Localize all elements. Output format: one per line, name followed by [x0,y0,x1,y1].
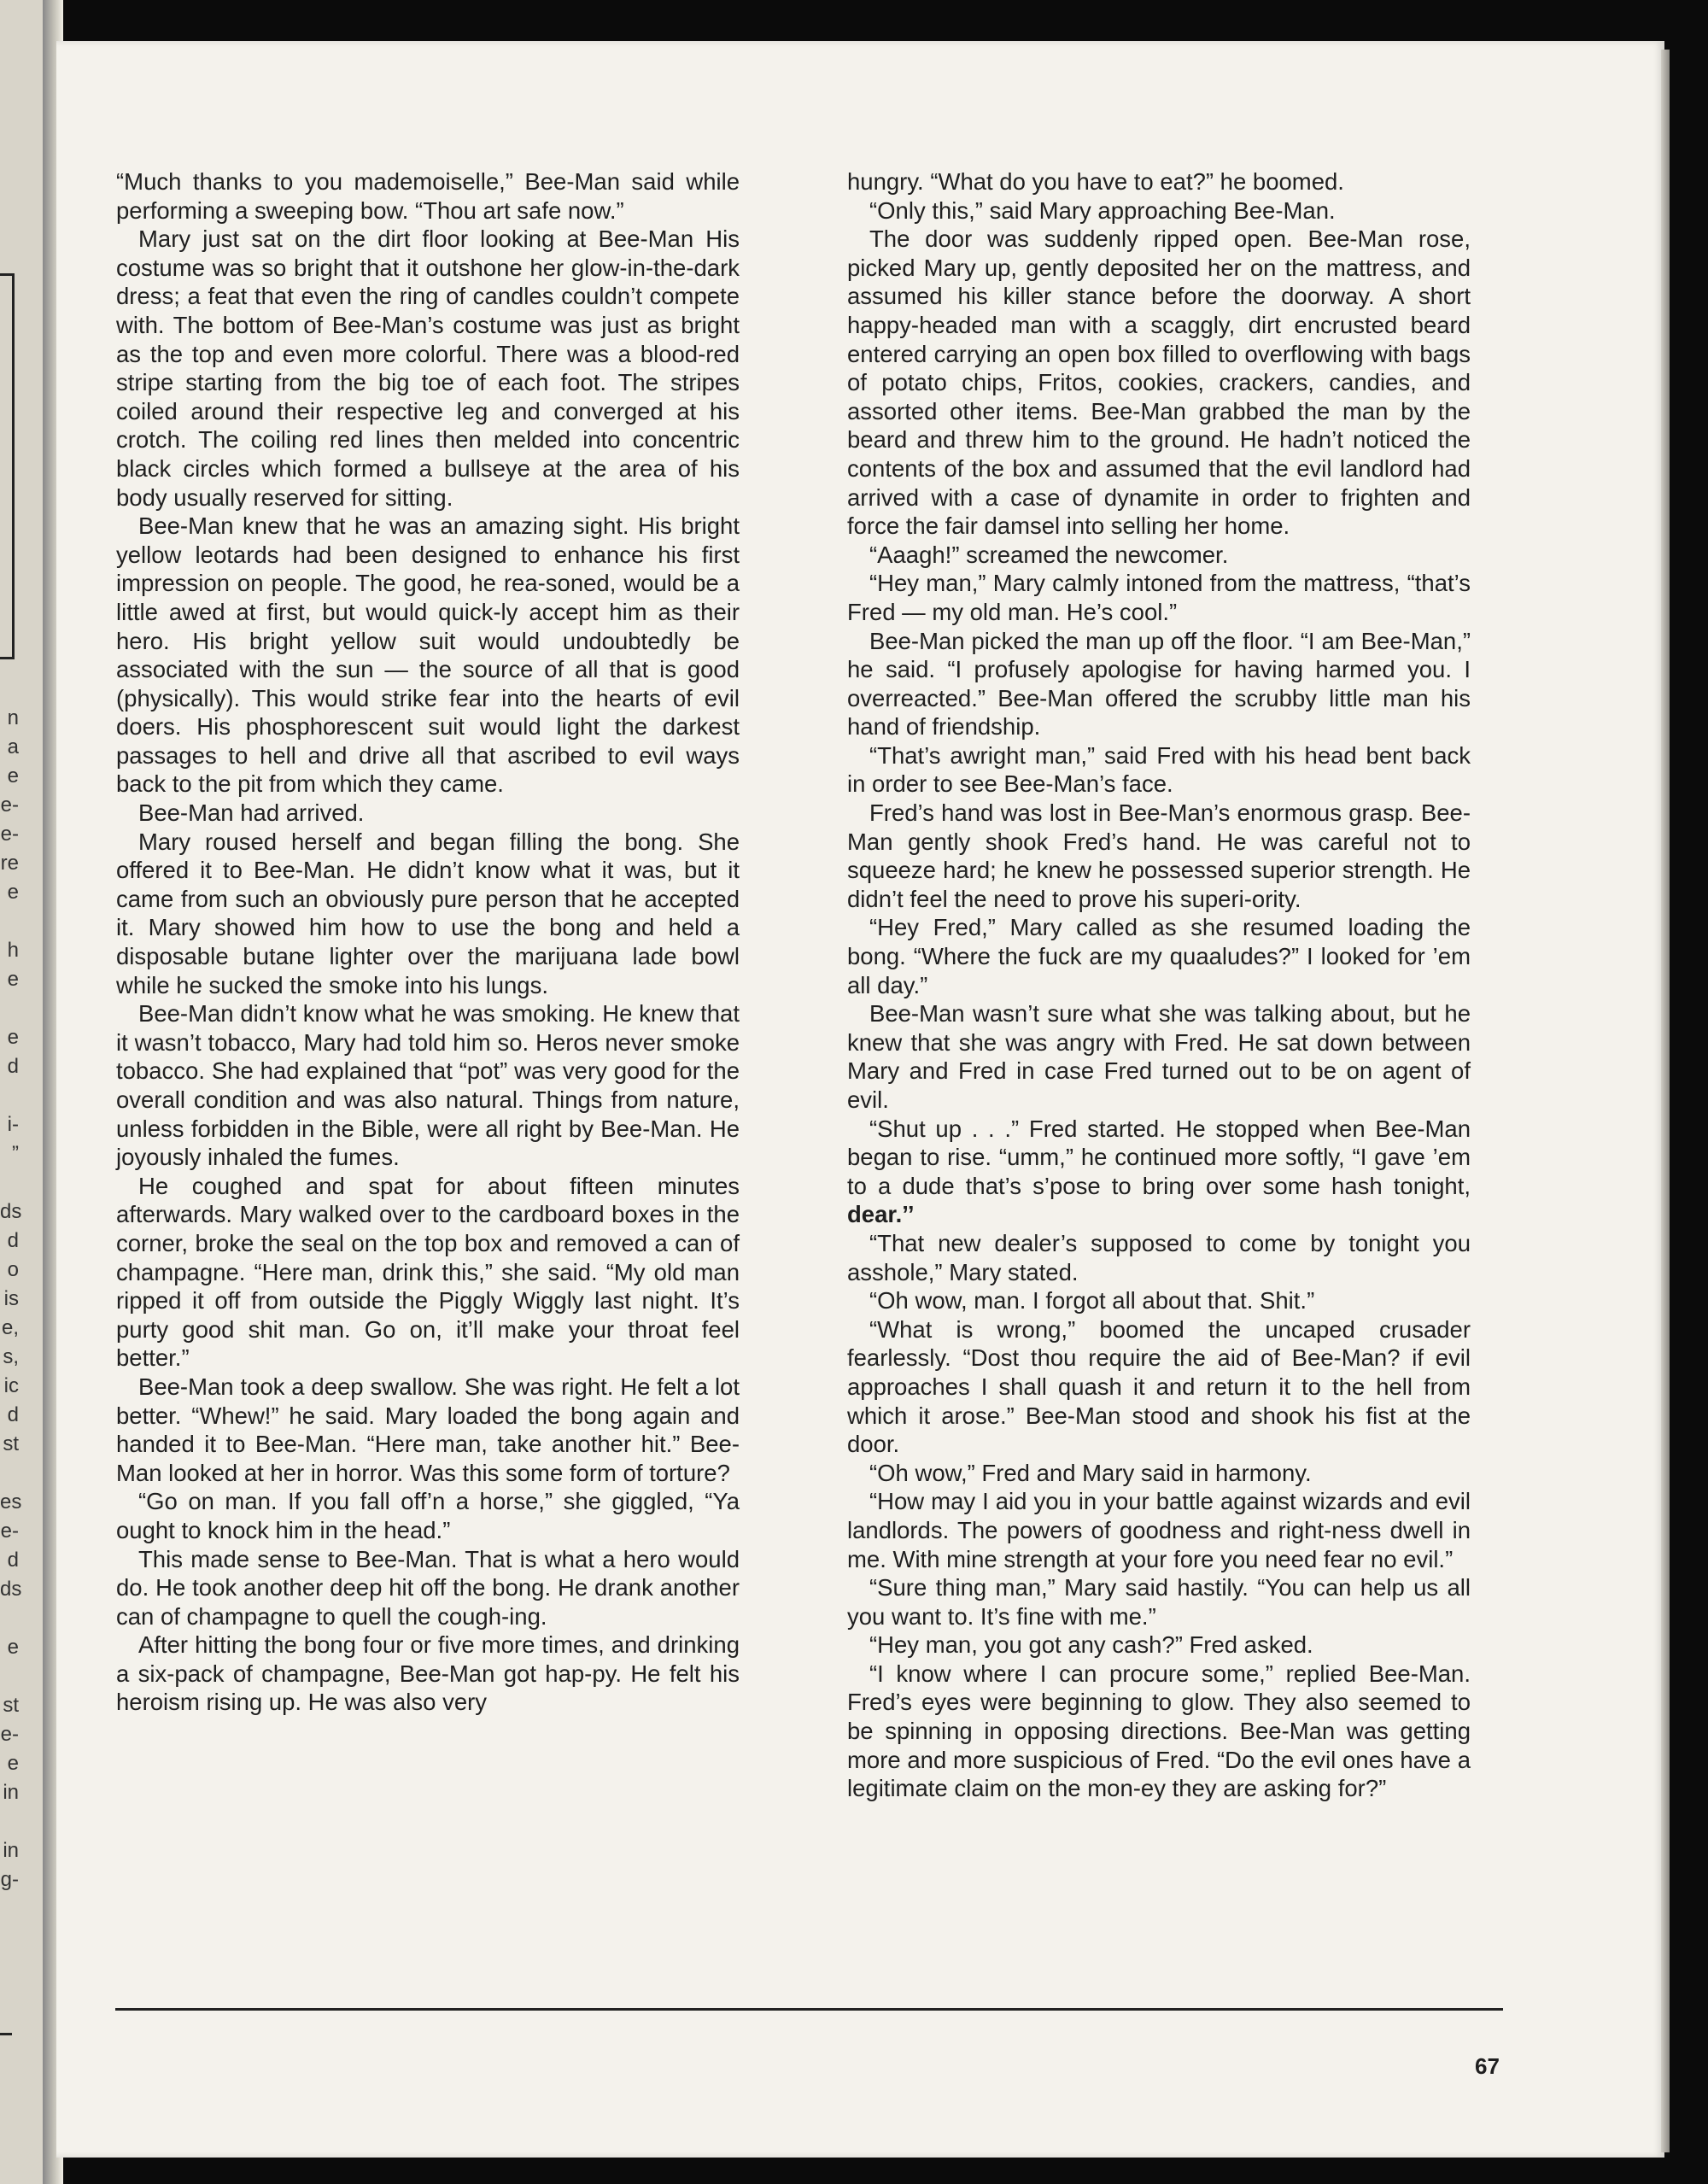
margin-fragment: e [7,881,19,904]
paragraph: “What is wrong,” boomed the uncaped crusader fearlessly. “Dost thou require the aid of Bee-Man? if evil approaches I shall quash it and return it to the hell from which it arose.” Bee-Man stood and shook his fist at the door. [847,1315,1471,1458]
margin-fragment: ds [0,1200,22,1223]
paragraph: Fred’s hand was lost in Bee-Man’s enormous grasp. Bee-Man gently shook Fred’s hand. He was careful not to squeeze hard; he knew he possessed superior strength. He didn’t feel the need to prove his superi-ority. [847,799,1471,912]
paragraph: “Only this,” said Mary approaching Bee-Man. [869,196,1336,224]
text-column-right [847,167,1471,1803]
paragraph: Bee-Man didn’t know what he was smoking. He knew that it wasn’t tobacco, Mary had told him so. Heros never smoke tobacco. She had explained that “pot” was very good for the overall condition and was also natural. Things from nature, unless forbidden in the Bible, were all right by Bee-Man. He joyously inhaled the fumes. [116,1000,740,1171]
facing-page-rule [0,2033,12,2035]
margin-fragment: s, [3,1345,19,1368]
page-edge-shadow [1661,50,1670,2152]
paragraph [847,1115,1471,1229]
margin-fragment: e [7,1636,19,1659]
margin-fragment: ” [12,1142,19,1165]
text-column-left [116,167,740,1717]
paragraph: “Sure thing man,” Mary said hastily. “You can help us all you want to. It’s fine with me.” [847,1574,1471,1630]
paragraph: Bee-Man knew that he was an amazing sight. His bright yellow leotards had been designed to enhance his first impression on people. The good, he rea-soned, would be a little awed at first, but would quick-ly accept him as their hero. His bright yellow suit would undoubtedly be associated with the sun — the source of all that is good (physically). This would strike fear into the hearts of evil doers. His phosphorescent suit would light the darkest passages to hell and drive all that ascribed to evil ways back to the pit from which they came. [116,512,740,798]
paragraph: “Oh wow,” Fred and Mary said in harmony. [869,1459,1312,1486]
paragraph: Bee-Man picked the man up off the floor. “I am Bee-Man,” he said. “I profusely apologise for having harmed you. I overreacted.” Bee-Man offered the scrubby little man his hand of friendship. [847,627,1471,741]
paragraph: “Hey man, you got any cash?” Fred asked. [869,1631,1313,1659]
margin-fragment: e- [0,793,19,817]
paragraph: Mary just sat on the dirt floor looking at Bee-Man His costume was so bright that it outshone her glow-in-the-dark dress; a feat that even the ring of candles couldn’t compete with. The bottom of Bee-Man’s costume was just as bright as the top and even more colorful. There was a blood-red stripe starting from the big toe of each foot. The stripes coiled around their respective leg and converged at his crotch. The coiling red lines then melded into concentric black circles which formed a bullseye at the area of his body usually reserved for sitting. [116,225,740,511]
margin-fragment: e [7,1026,19,1049]
paragraph-text: “Shut up . . .” Fred started. He stopped when Bee-Man began to rise. “umm,” he continued more softly, “I gave ’em to a dude that’s s’pose to bring over some hash tonight, [847,1115,1471,1199]
margin-fragment: d [7,1403,19,1426]
paragraph: “That new dealer’s supposed to come by tonight you asshole,” Mary stated. [847,1229,1471,1285]
margin-fragment: d [7,1549,19,1572]
page-number: 67 [1475,2053,1500,2079]
paragraph: After hitting the bong four or five more times, and drinking a six-pack of champagne, Bee-Man got hap-py. He felt his heroism rising up. He was also very [116,1631,740,1716]
margin-fragment: e [7,968,19,991]
paragraph: Bee-Man had arrived. [138,799,365,827]
paragraph: Bee-Man wasn’t sure what she was talking about, but he knew that she was angry with Fred. He sat down between Mary and Fred in case Fred turned out to be on agent of evil. [847,1000,1471,1113]
footer-rule [115,2008,1503,2011]
margin-fragment: e- [0,1723,19,1746]
margin-fragment: es [0,1490,22,1514]
paragraph: “I know where I can procure some,” replied Bee-Man. Fred’s eyes were beginning to glow. They also seemed to be spinning in opposing directions. Bee-Man was getting more and more suspicious of Fred. “Do the evil ones have a legitimate claim on the mon-ey they are asking for?” [847,1660,1471,1802]
facing-page-frame [0,273,15,659]
margin-fragment: is [3,1287,19,1310]
paragraph: “Go on man. If you fall off’n a horse,” she giggled, “Ya ought to knock him in the head.” [116,1488,740,1543]
margin-fragment: re [0,852,19,875]
margin-fragment: d [7,1229,19,1252]
paragraph: Mary roused herself and began filling the bong. She offered it to Bee-Man. He didn’t know what it was, but it came from such an obviously pure person that he accepted it. Mary showed him how to use the bong and held a disposable butane lighter over the marijuana lade bowl while he sucked the smoke into his lungs. [116,828,740,998]
margin-fragment: e, [1,1316,19,1339]
margin-fragment: e [7,764,19,788]
paragraph: “Much thanks to you mademoiselle,” Bee-Man said while performing a sweeping bow. “Thou art safe now.” [116,168,740,224]
margin-fragment: i- [7,1113,19,1136]
margin-fragment: a [7,735,19,758]
paragraph: “Oh wow, man. I forgot all about that. Shit.” [869,1287,1315,1314]
paragraph: “Hey Fred,” Mary called as she resumed loading the bong. “Where the fuck are my quaaludes?” I looked for ’em all day.” [847,914,1471,998]
margin-fragment: in [3,1781,19,1804]
margin-fragment: in [3,1839,19,1862]
margin-fragment: g- [0,1868,19,1891]
paragraph: The door was suddenly ripped open. Bee-Man rose, picked Mary up, gently deposited her on the mattress, and assumed his killer stance before the doorway. A short happy-headed man with a scaggly, dirt encrusted beard entered carrying an open box filled to overflowing with bags of potato chips, Fritos, cookies, crackers, candies, and assorted other items. Bee-Man grabbed the man by the beard and threw him to the ground. He hadn’t noticed the contents of the box and assumed that the evil landlord had arrived with a case of dynamite in order to frighten and force the fair damsel into selling her home. [847,225,1471,540]
paragraph: This made sense to Bee-Man. That is what a hero would do. He took another deep hit off the bong. He drank another can of champagne to quell the cough-ing. [116,1545,740,1630]
margin-fragment: ds [0,1578,22,1601]
paragraph: “Hey man,” Mary calmly intoned from the mattress, “that’s Fred — my old man. He’s cool.” [847,570,1471,625]
paragraph: He coughed and spat for about fifteen minutes afterwards. Mary walked over to the cardboard boxes in the corner, broke the seal on the top box and removed a can of champagne. “Here man, drink this,” she said. “My old man ripped it off from outside the Piggly Wiggly last night. It’s purty good shit man. Go on, it’ll make your throat feel better.” [116,1172,740,1372]
margin-fragment: o [7,1258,19,1281]
margin-fragment: st [3,1432,19,1455]
margin-fragment: n [7,706,19,729]
paragraph: “That’s awright man,” said Fred with his head bent back in order to see Bee-Man’s face. [847,741,1471,798]
margin-fragment: e [7,1752,19,1775]
paragraph: Bee-Man took a deep swallow. She was right. He felt a lot better. “Whew!” he said. Mary loaded the bong again and handed it to Bee-Man. “Here man, take another hit.” Bee-Man looked at her in horror. Was this some form of torture? [116,1373,740,1486]
margin-fragment: e- [0,823,19,846]
paragraph: “Aaagh!” screamed the newcomer. [869,541,1229,568]
margin-fragment: h [7,939,19,962]
margin-fragment: ic [3,1374,19,1397]
paragraph: hungry. “What do you have to eat?” he boomed. [847,168,1344,195]
margin-fragment: st [3,1694,19,1717]
margin-fragment: e- [0,1519,19,1543]
margin-fragment: d [7,1055,19,1078]
paragraph: “How may I aid you in your battle against wizards and evil landlords. The powers of goodness and right-ness dwell in me. With mine strength at your fore you need fear no evil.” [847,1488,1471,1572]
emphasis-word: dear.’’ [847,1201,915,1228]
